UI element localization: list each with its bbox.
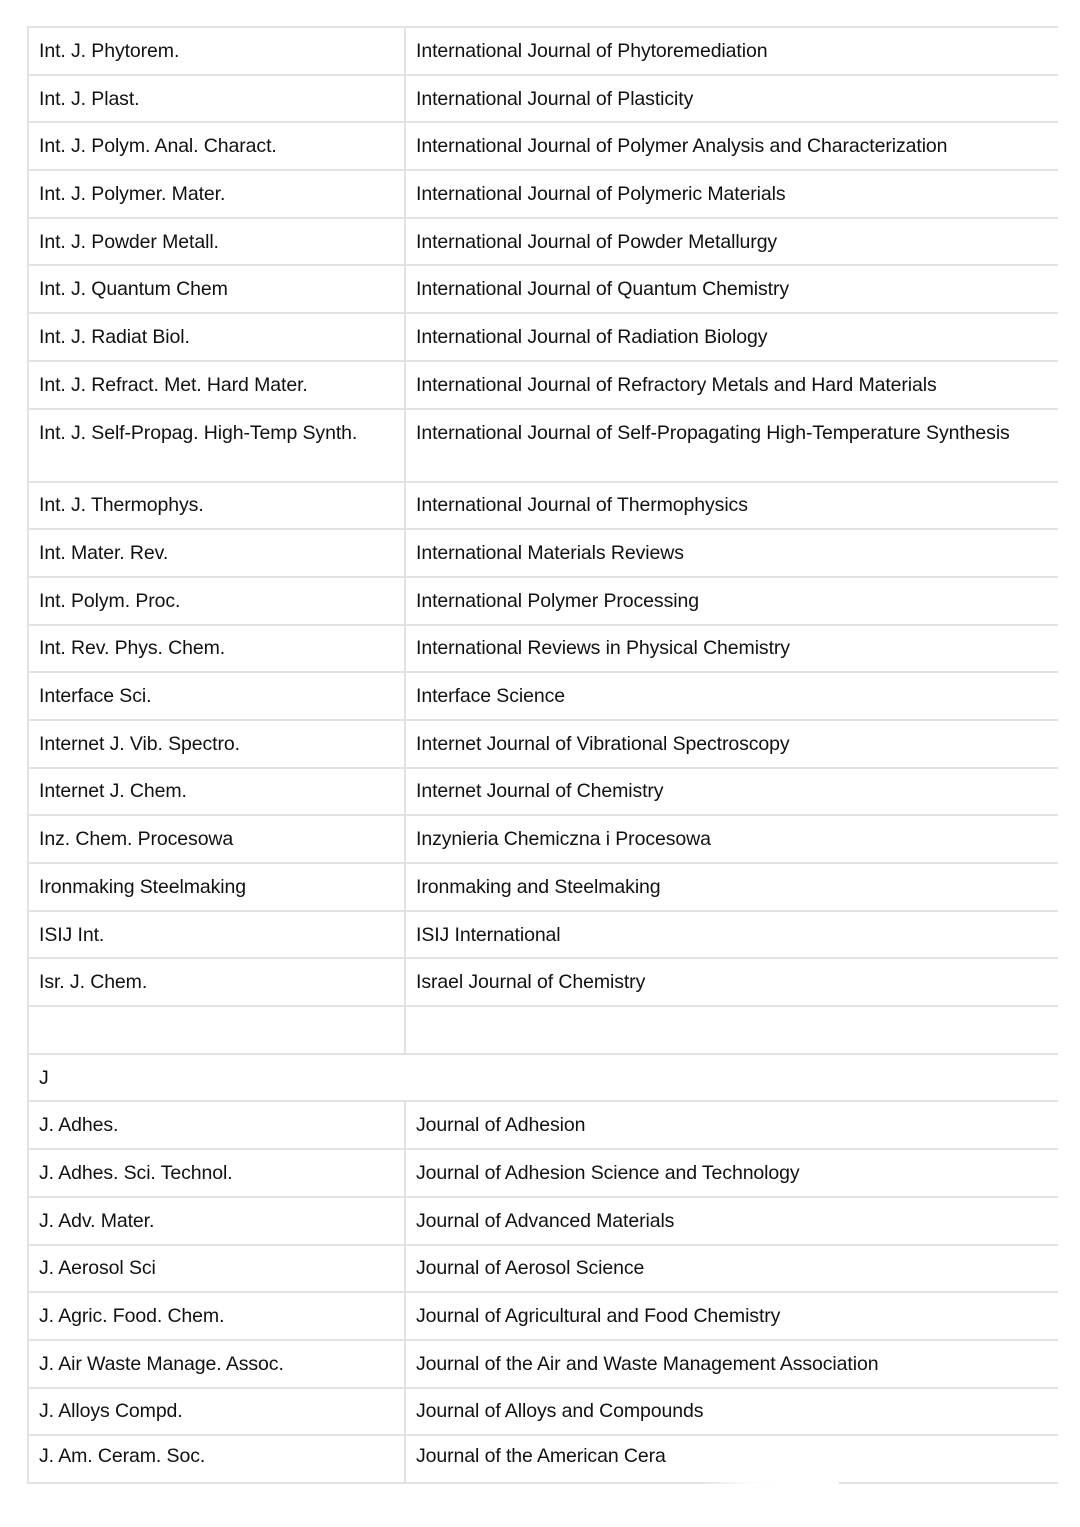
table-row [28,958,1058,1006]
full-title-cell: International Journal of Refractory Metals and Hard Materials [405,361,1058,409]
table-row [28,720,1058,768]
abbreviation-cell: Int. J. Polym. Anal. Charact. [28,122,405,170]
table-row [28,27,1058,75]
full-title-cell: International Reviews in Physical Chemistry [405,625,1058,673]
abbreviation-cell: ISIJ Int. [28,911,405,959]
full-title-cell: Internet Journal of Vibrational Spectroscopy [405,720,1058,768]
full-title-cell: Journal of Alloys and Compounds [405,1388,1058,1436]
full-title-cell: International Journal of Quantum Chemistry [405,265,1058,313]
table-row [28,482,1058,530]
empty-spacer-row [28,1006,1058,1054]
abbreviation-cell: Isr. J. Chem. [28,958,405,1006]
full-title-cell: Journal of Agricultural and Food Chemistry [405,1292,1058,1340]
abbreviation-cell: J. Air Waste Manage. Assoc. [28,1340,405,1388]
table-row [28,1435,1058,1483]
abbreviation-cell: Int. Mater. Rev. [28,529,405,577]
section-header-row [28,1054,1058,1102]
table-row [28,1340,1058,1388]
abbreviation-cell: Interface Sci. [28,672,405,720]
abbreviation-cell: Internet J. Vib. Spectro. [28,720,405,768]
table-row [28,1388,1058,1436]
full-title-cell: Israel Journal of Chemistry [405,958,1058,1006]
abbreviation-cell: Int. J. Quantum Chem [28,265,405,313]
section-letter-heading: J [28,1054,1058,1102]
abbreviation-cell: J. Adhes. Sci. Technol. [28,1149,405,1197]
abbreviation-cell: Int. J. Refract. Met. Hard Mater. [28,361,405,409]
abbreviation-cell: Int. J. Powder Metall. [28,218,405,266]
full-title-cell: Journal of Aerosol Science [405,1245,1058,1293]
table-row [28,218,1058,266]
table-row [28,672,1058,720]
full-title-cell: International Journal of Self-Propagating High-Temperature Synthesis [405,409,1058,482]
journal-abbreviation-table-container [27,26,1058,1486]
abbreviation-cell: J. Aerosol Sci [28,1245,405,1293]
abbreviation-cell: J. Am. Ceram. Soc. [28,1435,405,1483]
table-row [28,1197,1058,1245]
journal-abbreviation-table [27,26,1058,1484]
abbreviation-cell: Int. J. Phytorem. [28,27,405,75]
full-title-cell: Interface Science [405,672,1058,720]
full-title-cell: ISIJ International [405,911,1058,959]
table-row [28,1292,1058,1340]
abbreviation-cell: Int. J. Polymer. Mater. [28,170,405,218]
table-row [28,815,1058,863]
abbreviation-cell: Int. Polym. Proc. [28,577,405,625]
full-title-cell: Inzynieria Chemiczna i Procesowa [405,815,1058,863]
table-row [28,361,1058,409]
full-title-cell: Journal of Adhesion Science and Technology [405,1149,1058,1197]
abbreviation-cell: J. Agric. Food. Chem. [28,1292,405,1340]
abbreviation-cell: Int. J. Self-Propag. High-Temp Synth. [28,409,405,482]
abbreviation-cell: Int. J. Radiat Biol. [28,313,405,361]
full-title-cell: International Journal of Polymer Analysis and Characterization [405,122,1058,170]
abbreviation-cell: Internet J. Chem. [28,768,405,816]
full-title-cell: International Polymer Processing [405,577,1058,625]
watermark-fade-overlay [699,1466,839,1486]
full-title-cell: International Journal of Plasticity [405,75,1058,123]
abbreviation-cell: Inz. Chem. Procesowa [28,815,405,863]
table-row [28,1245,1058,1293]
table-row [28,409,1058,482]
full-title-cell: Journal of the American Cera [405,1435,1058,1483]
table-row [28,1101,1058,1149]
full-title-cell: International Journal of Powder Metallurgy [405,218,1058,266]
full-title-cell: International Materials Reviews [405,529,1058,577]
abbreviation-cell: Int. J. Plast. [28,75,405,123]
full-title-cell: Journal of Advanced Materials [405,1197,1058,1245]
full-title-cell: International Journal of Polymeric Materials [405,170,1058,218]
empty-cell [28,1006,405,1054]
table-row [28,265,1058,313]
table-row [28,529,1058,577]
full-title-cell: Journal of the Air and Waste Management Association [405,1340,1058,1388]
table-row [28,768,1058,816]
full-title-cell: International Journal of Radiation Biology [405,313,1058,361]
empty-cell [405,1006,1058,1054]
table-row [28,911,1058,959]
table-row [28,577,1058,625]
full-title-cell: Internet Journal of Chemistry [405,768,1058,816]
table-row [28,313,1058,361]
table-row [28,75,1058,123]
table-row [28,1149,1058,1197]
full-title-cell: International Journal of Phytoremediation [405,27,1058,75]
table-row [28,170,1058,218]
table-row [28,625,1058,673]
table-row [28,122,1058,170]
abbreviation-cell: J. Adhes. [28,1101,405,1149]
abbreviation-cell: Int. Rev. Phys. Chem. [28,625,405,673]
abbreviation-cell: J. Adv. Mater. [28,1197,405,1245]
full-title-cell: Journal of Adhesion [405,1101,1058,1149]
abbreviation-cell: Ironmaking Steelmaking [28,863,405,911]
full-title-cell: Ironmaking and Steelmaking [405,863,1058,911]
table-row [28,863,1058,911]
full-title-cell: International Journal of Thermophysics [405,482,1058,530]
abbreviation-cell: Int. J. Thermophys. [28,482,405,530]
abbreviation-cell: J. Alloys Compd. [28,1388,405,1436]
